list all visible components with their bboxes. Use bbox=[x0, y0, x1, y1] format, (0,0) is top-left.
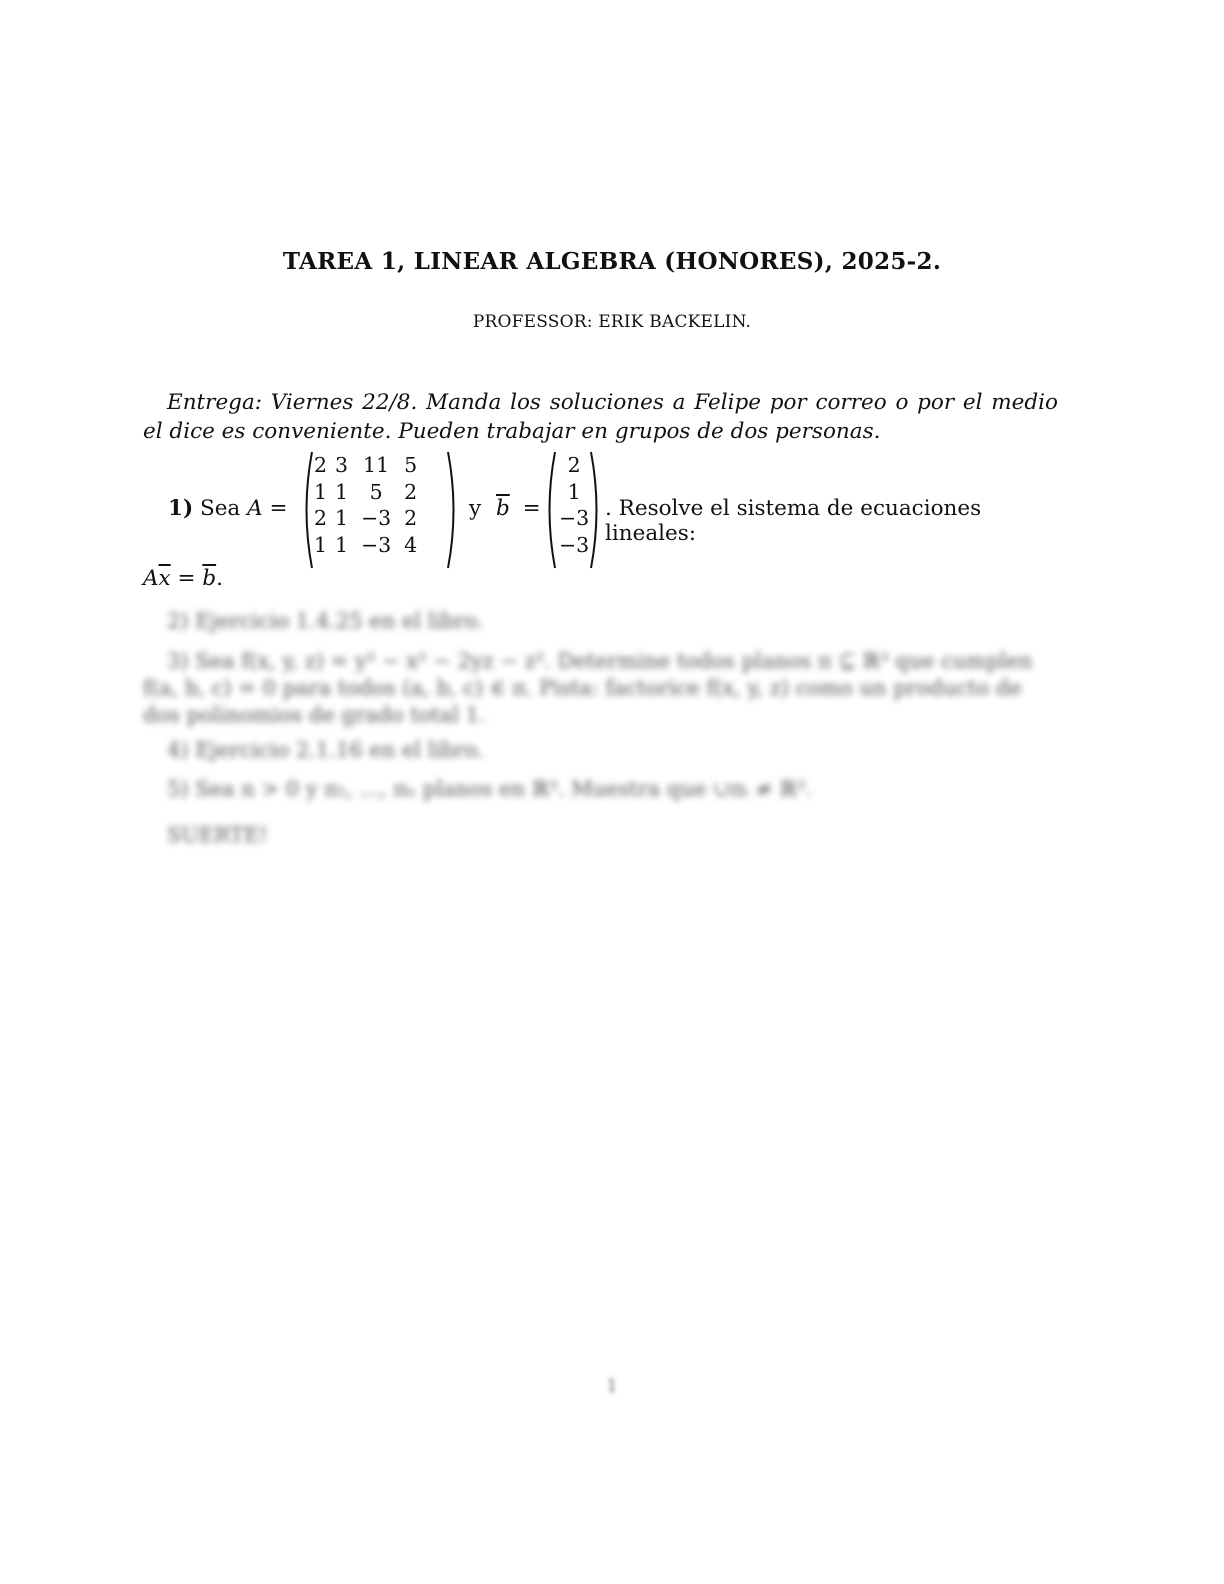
problem-3: 3) Sea f(x, y, z) = y² − x² − 2yz − z². Determine todos planos π ⊆ ℝ³ que cumplen f(a, b, c) = 0 para todos (a, b, c) ∈ π. Pista: factorice f(x, y, z) como un producto de dos polinomios de grado total 1. bbox=[143, 649, 1033, 727]
document-title: TAREA 1, LINEAR ALGEBRA (HONORES), 2025-2. bbox=[282, 248, 942, 275]
matrix-a-cell: 2 bbox=[404, 479, 418, 504]
matrix-name: A bbox=[247, 496, 263, 521]
matrix-a-row bbox=[310, 452, 421, 479]
matrix-a-row bbox=[310, 479, 421, 506]
matrix-a-cell: 5 bbox=[404, 453, 418, 477]
problem-2: 2) Ejercicio 1.4.25 en el libro. bbox=[167, 609, 484, 633]
vector-b-row bbox=[555, 479, 593, 506]
right-paren-icon bbox=[446, 450, 460, 570]
problem-5: 5) Sea n > 0 y π₁, ..., πₙ planos en ℝ³. Muestra que ∪πᵢ ≠ ℝ³. bbox=[167, 777, 813, 801]
vector-b bbox=[543, 450, 603, 574]
equals-sign: = bbox=[269, 496, 288, 521]
problem-1-label bbox=[168, 496, 288, 521]
matrix-a-cell: 4 bbox=[404, 532, 418, 557]
matrix-a-cell: −3 bbox=[360, 506, 392, 530]
vector-b-cell: 2 bbox=[567, 453, 581, 477]
eq-equals: = bbox=[170, 566, 203, 591]
right-paren-icon bbox=[589, 450, 603, 570]
vector-b-cell: 1 bbox=[567, 479, 581, 504]
matrix-a-row bbox=[310, 505, 421, 532]
matrix-a-cell: −3 bbox=[360, 532, 392, 557]
matrix-a-cell: 3 bbox=[335, 453, 349, 477]
sea-word: Sea bbox=[199, 496, 241, 521]
matrix-a-cell: 1 bbox=[314, 479, 328, 504]
equals-sign-2: = bbox=[522, 496, 541, 521]
eq-a: A bbox=[143, 566, 159, 591]
resolve-text: . Resolve el sistema de ecuaciones lineales: bbox=[605, 496, 982, 546]
problem-4: 4) Ejercicio 2.1.16 en el libro. bbox=[167, 738, 484, 762]
eq-b: $\overline{b}$ bbox=[202, 566, 217, 591]
vector-b-row bbox=[555, 532, 593, 559]
matrix-a bbox=[300, 450, 460, 574]
problem-number: 1) bbox=[168, 496, 194, 521]
professor-line: PROFESSOR: ERIK BACKELIN. bbox=[472, 312, 752, 332]
eq-x: $\overline{x}$ bbox=[158, 566, 171, 591]
matrix-a-cell: 2 bbox=[314, 453, 328, 477]
vector-b-row bbox=[555, 452, 593, 479]
vector-b-cell: −3 bbox=[559, 532, 590, 557]
matrix-a-row bbox=[310, 532, 421, 559]
intro-paragraph: Entrega: Viernes 22/8. Manda los soluciones a Felipe por correo o por el medio el dice es conveniente. Pueden trabajar en grupos de dos personas. bbox=[143, 390, 1058, 444]
matrix-a-cell: 2 bbox=[404, 506, 418, 530]
vector-b-row bbox=[555, 505, 593, 532]
vector-b-cell: −3 bbox=[559, 506, 590, 530]
matrix-a-cell: 2 bbox=[314, 506, 328, 530]
matrix-a-table bbox=[310, 452, 421, 558]
matrix-a-cell: 1 bbox=[335, 532, 349, 557]
conjunction-y: y bbox=[469, 496, 482, 521]
equation-ax-b bbox=[143, 566, 223, 591]
vector-name: $\overline{b}$ bbox=[496, 496, 510, 521]
problem-1 bbox=[143, 450, 1063, 574]
conjunction-and-b bbox=[469, 496, 541, 521]
matrix-a-cell: 11 bbox=[363, 453, 390, 477]
closing-suerte: SUERTE! bbox=[167, 823, 268, 847]
matrix-a-cell: 1 bbox=[335, 479, 349, 504]
eq-period: . bbox=[216, 566, 223, 591]
vector-b-table bbox=[555, 452, 593, 558]
matrix-a-cell: 1 bbox=[314, 532, 328, 557]
page-number: 1 bbox=[606, 1376, 618, 1397]
matrix-a-cell: 5 bbox=[369, 479, 383, 504]
matrix-a-cell: 1 bbox=[335, 506, 349, 530]
